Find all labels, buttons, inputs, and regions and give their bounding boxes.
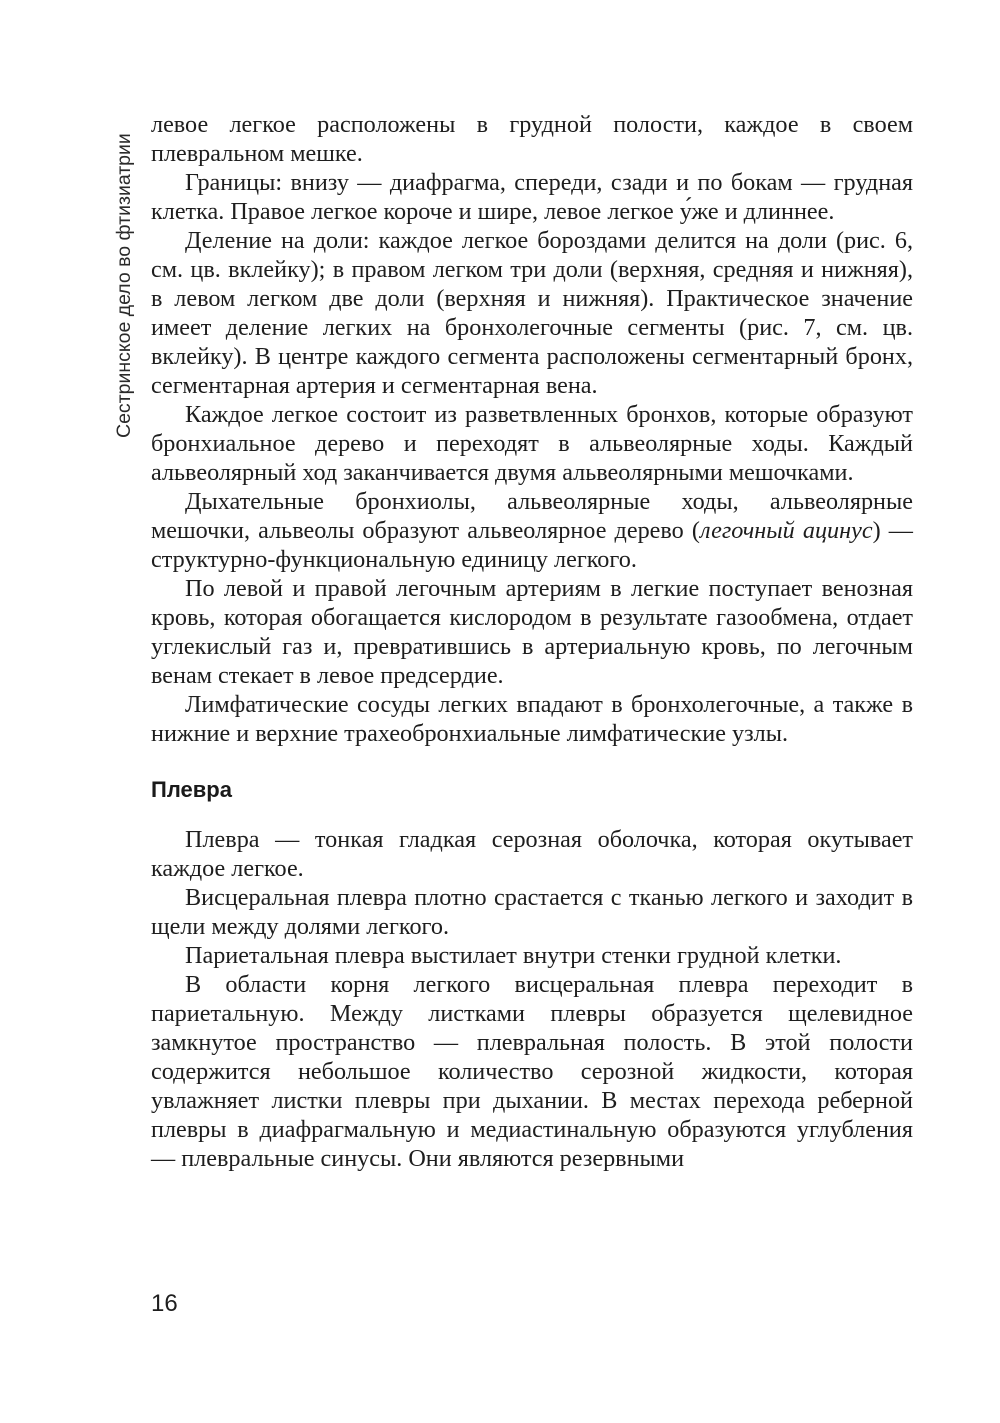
- paragraph-lobes: Деление на доли: каждое легкое бороздами делится на доли (рис. 6, см. цв. вклейку); в правом легком три доли (верхняя, средняя и нижняя), в левом легком две доли (верхняя и нижняя). Практическое значение имеет деление легких на бронхолегочные сегменты (рис. 7, см. цв. вклейку). В центре каждого сегмента расположены сегментарный бронх, сегментарная артерия и сегментарная вена.: [151, 227, 913, 399]
- paragraph-blood-flow: По левой и правой легочным артериям в легкие поступает венозная кровь, которая обогащается кислородом в результате газообмена, отдает углекислый газ и, превратившись в артериальную кровь, по легочным венам стекает в левое предсердие.: [151, 575, 913, 689]
- running-head: Сестринское дело во фтизиатрии: [113, 133, 135, 438]
- paragraph-borders: Границы: внизу — диафрагма, спереди, сзади и по бокам — грудная клетка. Правое легкое короче и шире, левое легкое у́же и длиннее.: [151, 169, 913, 225]
- paragraph-pleura-definition: Плевра — тонкая гладкая серозная оболочка, которая окутывает каждое легкое.: [151, 826, 913, 882]
- acinus-text-after: ) — структурно-функциональную единицу легкого.: [151, 517, 913, 573]
- paragraph-lymph: Лимфатические сосуды легких впадают в бронхолегочные, а также в нижние и верхние трахеобронхиальные лимфатические узлы.: [151, 691, 913, 747]
- page-number: 16: [151, 1290, 178, 1317]
- paragraph-lungs-location: левое легкое расположены в грудной полости, каждое в своем плевральном мешке.: [151, 111, 913, 167]
- acinus-term: легочный ацинус: [699, 517, 873, 544]
- paragraph-acinus: [151, 487, 913, 574]
- section-heading-pleura: Плевра: [151, 777, 232, 802]
- paragraph-visceral-pleura: Висцеральная плевра плотно срастается с тканью легкого и заходит в щели между долями легкого.: [151, 884, 913, 940]
- acinus-text-before: Дыхательные бронхиолы, альвеолярные ходы, альвеолярные мешочки, альвеолы образуют альвеолярное дерево (: [151, 488, 913, 544]
- paragraph-bronchi: Каждое легкое состоит из разветвленных бронхов, которые образуют бронхиальное дерево и переходят в альвеолярные ходы. Каждый альвеолярный ход заканчивается двумя альвеолярными мешочками.: [151, 401, 913, 486]
- paragraph-parietal-pleura: Париетальная плевра выстилает внутри стенки грудной клетки.: [185, 942, 842, 969]
- body-text: [151, 110, 913, 1173]
- paragraph-pleural-cavity: В области корня легкого висцеральная плевра переходит в париетальную. Между листками плевры образуется щелевидное замкнутое пространство — плевральная полость. В этой полости содержится небольшое количество серозной жидкости, которая увлажняет листки плевры при дыхании. В местах перехода реберной плевры в диафрагмальную и медиастинальную образуются углубления — плевральные синусы. Они являются резервными: [151, 971, 913, 1172]
